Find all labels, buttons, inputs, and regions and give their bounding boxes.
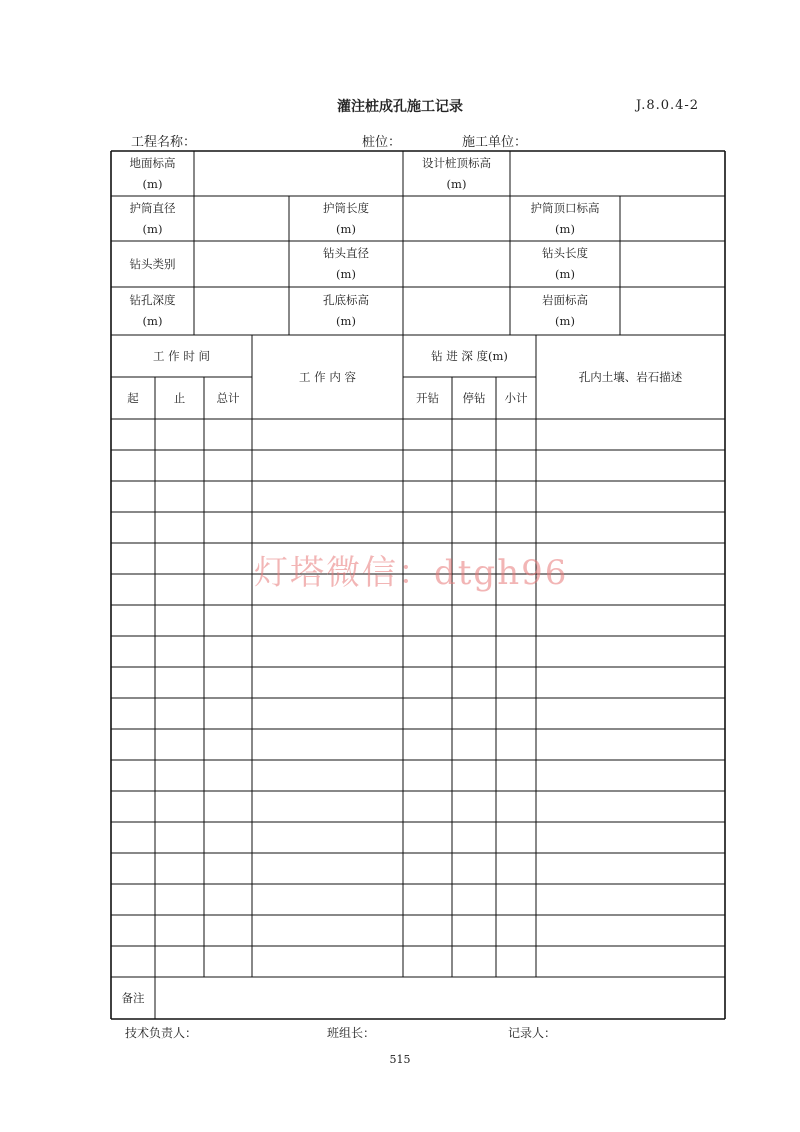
team-lead-label: 班组长： (327, 1026, 376, 1040)
stop-drill-header: 停钻 (462, 390, 486, 405)
table-cell[interactable] (252, 946, 403, 977)
table-cell[interactable] (496, 791, 536, 822)
table-cell[interactable] (403, 791, 452, 822)
remarks-field[interactable] (156, 978, 725, 1018)
subtotal-header: 小计 (504, 390, 528, 405)
table-cell[interactable] (536, 729, 725, 760)
description-header: 孔内土壤、岩石描述 (578, 369, 683, 384)
table-cell[interactable] (252, 481, 403, 512)
casing-top-elev-label: 护筒顶口标高 (m) (530, 200, 600, 236)
table-cell[interactable] (111, 946, 155, 977)
table-cell[interactable] (403, 853, 452, 884)
table-cell[interactable] (155, 698, 204, 729)
table-cell[interactable] (204, 822, 252, 853)
table-cell[interactable] (452, 698, 496, 729)
table-cell[interactable] (204, 574, 252, 605)
hole-depth-label: 钻孔深度 (m) (129, 293, 176, 328)
stop-header: 止 (173, 390, 186, 405)
table-cell[interactable] (403, 481, 452, 512)
table-cell[interactable] (155, 946, 204, 977)
table-cell[interactable] (496, 698, 536, 729)
table-cell[interactable] (403, 636, 452, 667)
table-cell[interactable] (204, 450, 252, 481)
table-cell[interactable] (403, 667, 452, 698)
table-cell[interactable] (111, 915, 155, 946)
table-cell[interactable] (204, 853, 252, 884)
table-cell[interactable] (452, 481, 496, 512)
table-cell[interactable] (403, 915, 452, 946)
table-cell[interactable] (155, 822, 204, 853)
table-cell[interactable] (111, 574, 155, 605)
table-cell[interactable] (496, 667, 536, 698)
table-cell[interactable] (155, 636, 204, 667)
table-cell[interactable] (204, 915, 252, 946)
page-title: 灌注桩成孔施工记录 (337, 99, 463, 115)
table-cell[interactable] (204, 543, 252, 574)
table-cell[interactable] (452, 636, 496, 667)
table-cell[interactable] (111, 667, 155, 698)
total-header: 总计 (216, 390, 240, 405)
table-cell[interactable] (111, 605, 155, 636)
casing-diameter-label: 护筒直径 (m) (129, 200, 176, 236)
construction-unit-label: 施工单位： (462, 135, 528, 150)
table-cell[interactable] (496, 946, 536, 977)
table-cell[interactable] (252, 884, 403, 915)
table-cell[interactable] (111, 481, 155, 512)
table-cell[interactable] (155, 419, 204, 450)
table-cell[interactable] (536, 915, 725, 946)
work-time-header: 工 作 时 间 (153, 348, 210, 363)
table-cell[interactable] (536, 853, 725, 884)
table-cell[interactable] (536, 822, 725, 853)
table-cell[interactable] (204, 791, 252, 822)
table-cell[interactable] (536, 698, 725, 729)
design-top-elev-label: 设计桩顶标高 (m) (422, 155, 491, 191)
table-cell[interactable] (252, 760, 403, 791)
table-cell[interactable] (155, 481, 204, 512)
table-cell[interactable] (496, 853, 536, 884)
table-cell[interactable] (403, 512, 452, 543)
table-cell[interactable] (403, 760, 452, 791)
table-cell[interactable] (155, 853, 204, 884)
table-cell[interactable] (155, 791, 204, 822)
table-cell[interactable] (111, 729, 155, 760)
hole-bottom-elev-label: 孔底标高 (m) (323, 293, 369, 328)
table-cell[interactable] (536, 450, 725, 481)
table-cell[interactable] (252, 729, 403, 760)
table-cell[interactable] (252, 450, 403, 481)
table-cell[interactable] (496, 605, 536, 636)
table-cell[interactable] (452, 605, 496, 636)
table-cell[interactable] (111, 512, 155, 543)
table-cell[interactable] (536, 636, 725, 667)
table-cell[interactable] (155, 450, 204, 481)
table-cell[interactable] (155, 667, 204, 698)
open-drill-header: 开钻 (416, 390, 439, 405)
rock-elev-label: 岩面标高 (m) (542, 293, 588, 328)
drill-depth-header: 钻 进 深 度(m) (431, 348, 508, 363)
table-cell[interactable] (496, 636, 536, 667)
table-cell[interactable] (111, 791, 155, 822)
table-cell[interactable] (536, 946, 725, 977)
table-cell[interactable] (252, 636, 403, 667)
table-cell[interactable] (452, 791, 496, 822)
table-cell[interactable] (496, 729, 536, 760)
table-cell[interactable] (452, 853, 496, 884)
form-code: J.8.0.4-2 (636, 98, 700, 113)
ground-elev-label: 地面标高 (m) (129, 155, 176, 191)
table-cell[interactable] (155, 729, 204, 760)
table-cell[interactable] (204, 605, 252, 636)
recorder-label: 记录人： (508, 1026, 557, 1040)
start-header: 起 (127, 390, 139, 405)
pile-position-label: 桩位： (362, 135, 402, 150)
table-cell[interactable] (452, 946, 496, 977)
table-cell[interactable] (496, 760, 536, 791)
table-cell[interactable] (252, 915, 403, 946)
table-cell[interactable] (496, 419, 536, 450)
page-number: 515 (389, 1053, 411, 1066)
table-cell[interactable] (111, 853, 155, 884)
watermark-text: 灯塔微信：dtgh96 (254, 553, 569, 593)
table-cell[interactable] (536, 419, 725, 450)
table-cell[interactable] (155, 760, 204, 791)
table-cell[interactable] (204, 946, 252, 977)
casing-length-label: 护筒长度 (m) (323, 200, 369, 236)
table-cell[interactable] (252, 791, 403, 822)
table-cell[interactable] (155, 915, 204, 946)
bit-length-label: 钻头长度 (m) (542, 246, 588, 281)
table-cell[interactable] (204, 419, 252, 450)
table-cell[interactable] (403, 729, 452, 760)
table-cell[interactable] (452, 915, 496, 946)
table-cell[interactable] (204, 884, 252, 915)
table-cell[interactable] (403, 884, 452, 915)
project-name-label: 工程名称： (131, 135, 197, 150)
table-cell[interactable] (452, 419, 496, 450)
table-cell[interactable] (111, 419, 155, 450)
remarks-label: 备注 (121, 990, 145, 1005)
table-cell[interactable] (204, 481, 252, 512)
table-cell[interactable] (155, 574, 204, 605)
table-cell[interactable] (452, 822, 496, 853)
table-cell[interactable] (452, 667, 496, 698)
table-cell[interactable] (536, 667, 725, 698)
table-cell[interactable] (452, 729, 496, 760)
table-cell[interactable] (496, 450, 536, 481)
table-cell[interactable] (403, 419, 452, 450)
table-cell[interactable] (252, 698, 403, 729)
table-cell[interactable] (452, 760, 496, 791)
table-cell[interactable] (252, 822, 403, 853)
table-cell[interactable] (496, 481, 536, 512)
table-cell[interactable] (252, 853, 403, 884)
tech-lead-label: 技术负责人： (125, 1026, 198, 1040)
table-cell[interactable] (496, 822, 536, 853)
table-cell[interactable] (452, 512, 496, 543)
bit-type-label: 钻头类别 (129, 256, 176, 271)
table-cell[interactable] (204, 667, 252, 698)
table-cell[interactable] (204, 636, 252, 667)
table-cell[interactable] (536, 791, 725, 822)
table-cell[interactable] (111, 450, 155, 481)
table-cell[interactable] (111, 698, 155, 729)
table-cell[interactable] (155, 605, 204, 636)
table-cell[interactable] (403, 698, 452, 729)
table-cell[interactable] (452, 884, 496, 915)
table-cell[interactable] (111, 822, 155, 853)
table-cell[interactable] (536, 605, 725, 636)
table-cell[interactable] (403, 946, 452, 977)
table-cell[interactable] (452, 450, 496, 481)
table-cell[interactable] (111, 884, 155, 915)
table-cell[interactable] (496, 512, 536, 543)
table-cell[interactable] (252, 512, 403, 543)
table-cell[interactable] (403, 822, 452, 853)
table-cell[interactable] (111, 760, 155, 791)
table-cell[interactable] (204, 512, 252, 543)
table-cell[interactable] (536, 760, 725, 791)
table-cell[interactable] (204, 698, 252, 729)
table-cell[interactable] (204, 729, 252, 760)
table-cell[interactable] (536, 481, 725, 512)
table-cell[interactable] (496, 884, 536, 915)
table-cell[interactable] (403, 450, 452, 481)
table-cell[interactable] (496, 915, 536, 946)
table-cell[interactable] (252, 605, 403, 636)
table-cell[interactable] (111, 543, 155, 574)
table-cell[interactable] (111, 636, 155, 667)
table-cell[interactable] (155, 884, 204, 915)
bit-diameter-label: 钻头直径 (m) (323, 246, 369, 281)
table-cell[interactable] (536, 512, 725, 543)
table-cell[interactable] (403, 605, 452, 636)
table-cell[interactable] (252, 419, 403, 450)
table-cell[interactable] (204, 760, 252, 791)
work-content-header: 工 作 内 容 (299, 369, 356, 384)
table-cell[interactable] (536, 884, 725, 915)
table-cell[interactable] (155, 543, 204, 574)
table-cell[interactable] (155, 512, 204, 543)
table-cell[interactable] (252, 667, 403, 698)
